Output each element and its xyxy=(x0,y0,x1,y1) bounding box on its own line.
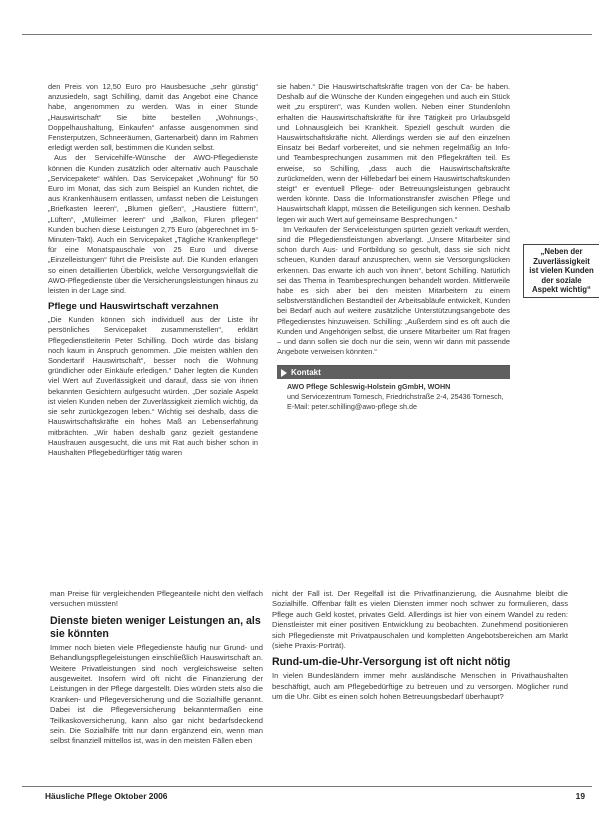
article-box xyxy=(22,82,519,566)
contact-header xyxy=(277,366,510,379)
contact-body xyxy=(277,382,510,412)
footer-rule xyxy=(22,786,592,787)
article-column-right xyxy=(277,82,510,412)
paragraph: man Preise für vergleichenden Pflegeanteile nicht den vielfach versuchen müssten! xyxy=(50,589,263,609)
contact-organization: AWO Pflege Schleswig-Holstein gGmbH, WOHN xyxy=(287,382,451,392)
footer-publication: Häusliche Pflege Oktober 2006 xyxy=(45,791,168,801)
contact-address: und Servicezentrum Tornesch, Friedrichstraße 2-4, 25436 Tornesch, E-Mail: peter.schilling@awo-pflege sh.de xyxy=(287,392,504,412)
paragraph: den Preis von 12,50 Euro pro Hausbesuche „sehr günstig“ anzusiedeln, sagt Schilling, damit das Angebot eine Chance habe, angenommen zu werden. Was in einer Stunde „Hauswirtschaft“ Sie bitte bestellen „Wohnungs-, Doppelhaushaltung, Einkaufen“ anfasse ausgenommen sind Fensterputzen, Schneeräumen, Gartenarbeit) dann im Rahmen erledigt werden soll, bestimmen die Kunden selbst. xyxy=(48,82,258,153)
article-column-left xyxy=(48,82,258,458)
paragraph: Immer noch bieten viele Pflegedienste häufig nur Grund- und Behandlungspflegeleistungen einschließlich Hauswirtschaft an. Weitere Privatleistungen sind noch vergleichsweise selten ausgeweitet. Insofern wird oft nicht die Finanzierung der Leistungen in der Pflege dargestellt. Dies würden stets also die Kranken- und Pflegeversicherung und die Sozialhilfe genannt. Dabei ist die Pflegeversicherung bekanntermaßen eine Teilkaskoversicherung, kann also gar nicht bedarfsdeckend sein. Die Sozialhilfe tritt nur dann ergänzend ein, wenn man selbst finanziell mittellos ist, was in den meisten Fällen eben xyxy=(50,642,263,746)
pull-quote: „Neben der Zuverlässigkeit ist vielen Kunden der soziale Aspekt wichtig“ xyxy=(523,244,599,298)
section-heading: Pflege und Hauswirtschaft verzahnen xyxy=(48,301,219,313)
paragraph: Aus der Servicehilfe-Wünsche der AWO-Pflegedienste können die Kunden zusätzlich oder alternativ auch Pauschale „Servicepakete“ wählen. Das Servicepaket „Wohnung“ für 50 Euro im Monat, das sich zum Beispiel an Kunden richtet, die aus Krankenhäusern entlassen, umfasst neben die Leistungen „Briefkasten leeren“, „Blumen gießen“, „Haustiere füttern“, „Lüften“, „Mülleimer leeren“ und „Balkon, Fluren pflegen“ Kunden buchen diese Leistungen 2,75 Euro (abgerechnet im 5-Minuten-Takt). Auch ein Servicepaket „Tägliche Krankenpflege“ für eine Monatspauschale von 25 Euro und diverse „Einzelleistungen“ führt die Preisliste auf. Die Kunden erlangen so einen detaillierten Überblick, welche Versorgungsvielfalt die AWO-Pflegedienste über die Versicherungsleistungen hinaus zu leisten in der Lage sind. xyxy=(48,153,258,296)
paragraph: nicht der Fall ist. Der Regelfall ist die Privatfinanzierung, die Ausnahme bleibt die Sozialhilfe. Offenbar fällt es vielen Diensten immer noch schwer zu formulieren, dass Pflege auch Geld kostet, privates Geld. Allerdings ist hier von einem Wandel zu reden: Dienstleister mit einer positiven Entwicklung zu beobachten. Zunehmend positionieren sich Pflegedienste mit Privatpauschalen und kompletten Angebotsbereichen am Markt (siehe Praxis-Porträt). xyxy=(272,589,568,651)
lower-column-right xyxy=(272,589,568,703)
contact-box xyxy=(277,365,510,412)
paragraph: In vielen Bundesländern immer mehr ausländische Menschen in Privathaushalten beschäftigt, auch am Pflegebedürftige zu betreuen und zu versorgen. Möglicher rund um die Uhr. Gibt es einen solch hohen Betreuungsbedarf überhaupt? xyxy=(272,671,568,702)
contact-label: Kontakt xyxy=(291,368,321,378)
top-rule xyxy=(22,34,592,35)
lower-column-left xyxy=(50,589,263,747)
paragraph: Im Verkaufen der Serviceleistungen spürten gezielt verkauft werden, sind die Pflegedienstleistungen abverlangt. „Unsere Mitarbeiter sind schon durch Aus- und Fortbildung so geschult, dass sie sich nicht scheuen, Kunden darauf anzusprechen, wenn sie Versorgungslücken erkennen. Das erwarte ich auch von ihnen“, betont Schilling. Natürlich sei das Thema in Teambesprechungen behandelt worden. Mittlerweile habe es sich aber bei den meisten Mitarbeitern zu einem selbstverständlichen Bestandteil der Arbeitsabläufe entwickelt, Kunden bei Bedarf auch auf weitere zusätzliche Unterstützungsangebote des Pflegedienstes hinzuweisen. Schilling: „Außerdem sind es oft auch die Kunden und Angehörigen selbst, die unsere Mitarbeiter um Rat fragen – und dann sollen sie doch nur die sein, wenn wir dann mit passende Angebote verweisen könnten.“ xyxy=(277,224,510,357)
section-heading: Dienste bieten weniger Leistungen an, als sie könnten xyxy=(50,614,261,640)
page-number: 19 xyxy=(575,791,585,801)
paragraph: sie haben.“ Die Hauswirtschaftskräfte tragen von der Ca- be haben. Deshalb auf die Wünsche der Kunden eingegehen und auch ein Stück weit „zu erspüren“, was Kunden wollen. Neben einer Stundenlohn erhalten die Hauswirtschaftskräfte für ihre Tätigkeit pro Urlaubsgeld und Lohnausgleich bei Krankheit. Speziell geschult wurden die Hauswirtschaftskräfte nicht. Allerdings werden sie auf den einzelnen Einsatz bei Bedarf vorbereitet, und sie nehmen regelmäßig an Info- und Teambesprechungen zusammen mit den Pflegekräften teil. Es erweise, so Schilling, „dass auch die Hauswirtschaftskräfte zurückmelden, wenn der Hilfebedarf bei einem Hauswirtschaftskunden steigt“ er eventuell Pflege- oder Betreuungsleistungen gebraucht werden könnte. Dass die Informationstransfer zwischen Pflege und Hauswirtschaft klappt, müssen die Beteiligungen sich kennen. Deshalb legen wir auch Wert auf gemeinsame Besprechungen.“ xyxy=(277,82,510,224)
section-heading: Rund-um-die-Uhr-Versorgung ist oft nicht nötig xyxy=(272,656,511,669)
paragraph: „Die Kunden können sich individuell aus der Liste ihr persönliches Servicepaket zusammenstellen“, erklärt Pflegedienstleiterin Peter Schilling. Doch würde das bislang noch kaum in Anspruch genommen. „Die meisten wählen den Sondertarif Hauswirtschaft“, besser noch die Wohnung gründlicher oder Einkäufe erledigen.“ Daher legten die Kunden viel Wert auf Zuverlässigkeit und darauf, dass sie von ihnen bekannten Gesichtern aufgesucht würden. „Der soziale Aspekt ist vielen Kunden neben der Zuverlässigkeit ziemlich wichtig, da sie sehr zurückgezogen leben.“ Wichtig sei deshalb, dass die Hauswirtschaftskräfte ein hohes Maß an Lebenserfahrung mitbrächten. „Wir haben deshalb ganz gezielt gestandene Hausfrauen ausgesucht, die uns mit Rat auch bisher schon in Haushalten Pflegebedürftiger tätig waren xyxy=(48,315,258,457)
play-triangle-icon xyxy=(281,369,287,377)
